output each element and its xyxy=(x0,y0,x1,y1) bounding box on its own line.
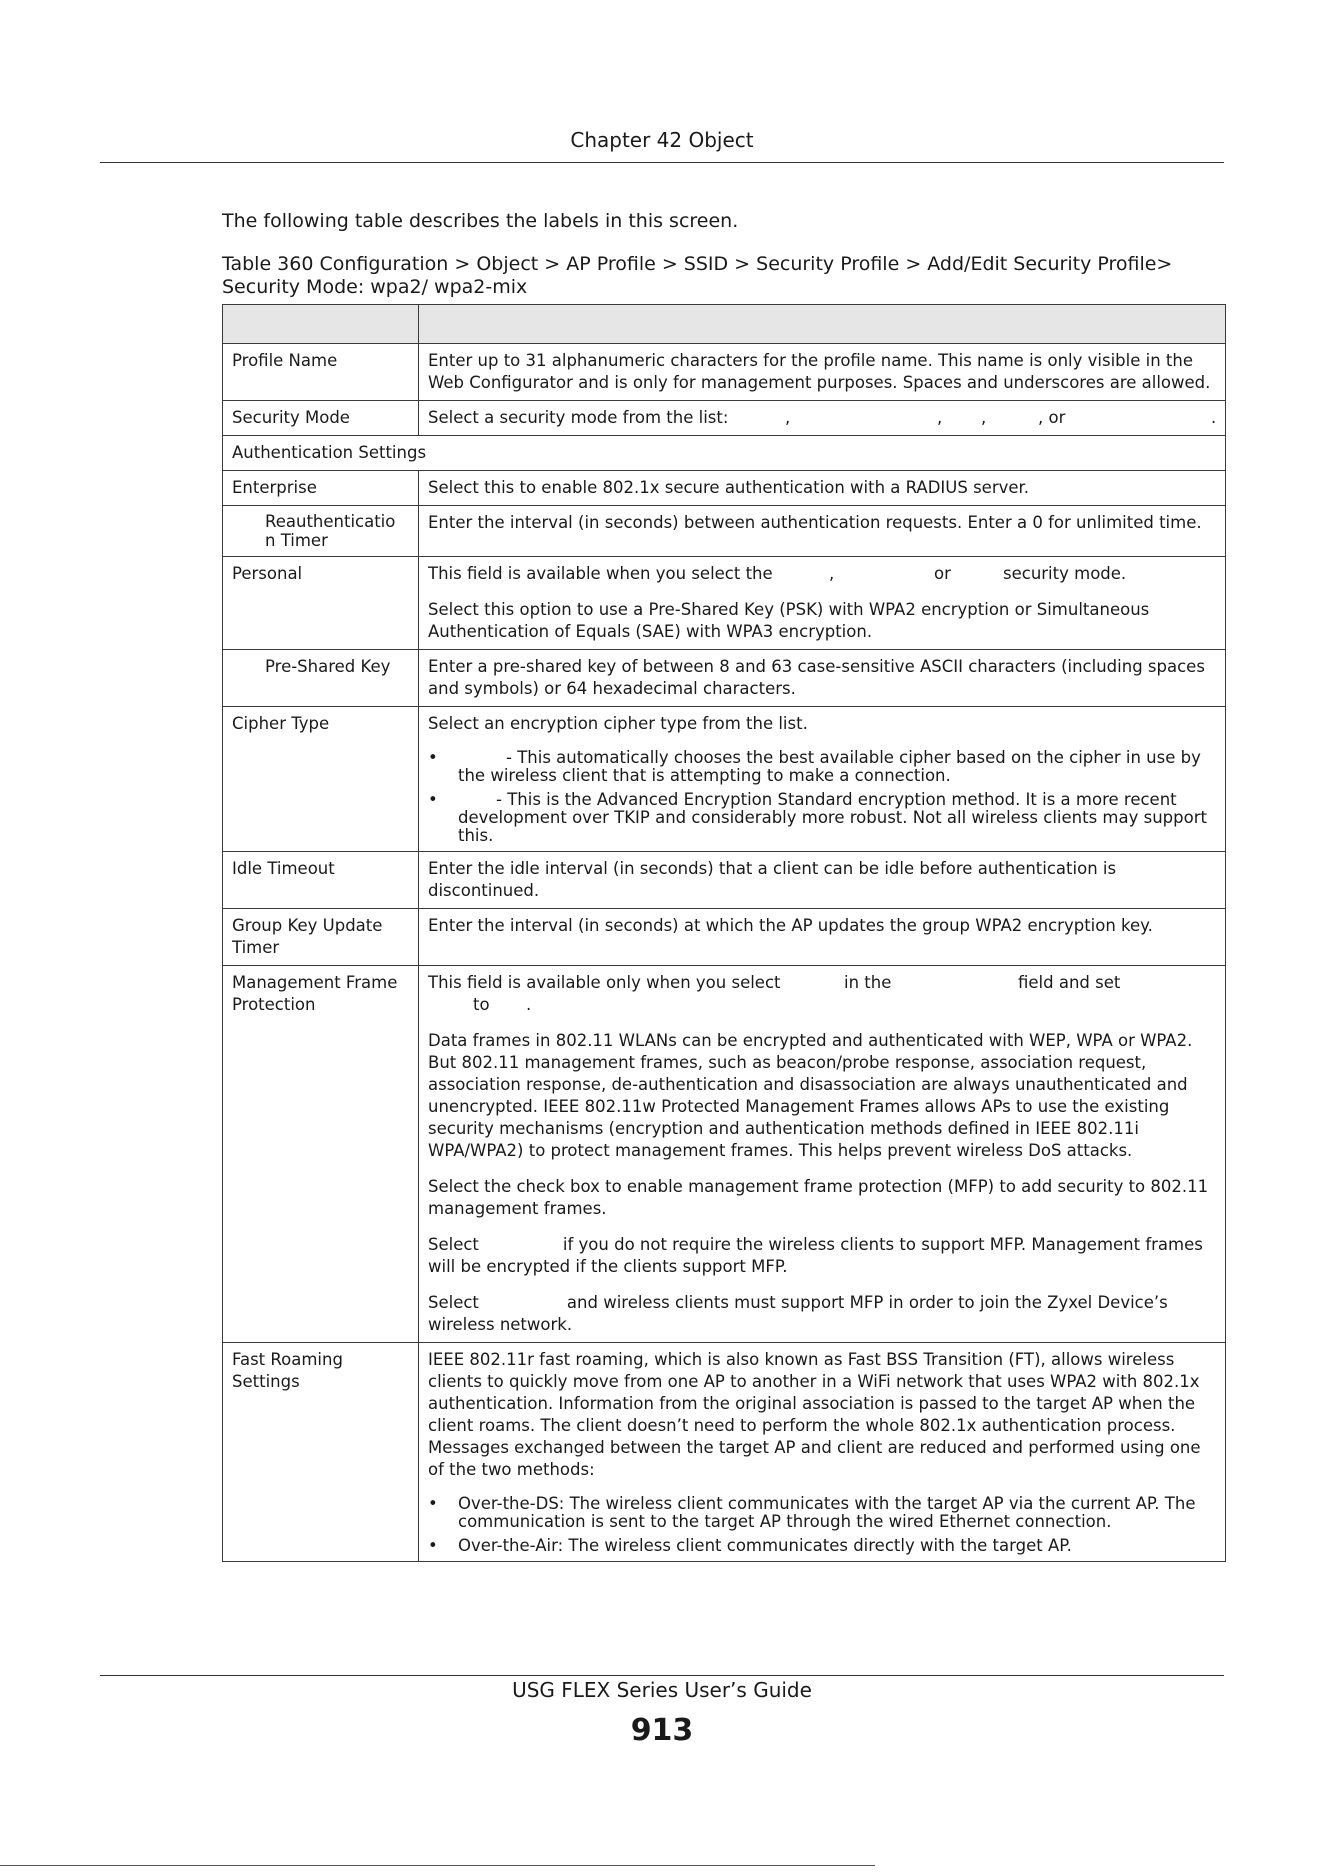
section-label: Authentication Settings xyxy=(223,436,1226,471)
table-row xyxy=(223,401,1226,436)
list-item xyxy=(428,1495,1216,1531)
row-description: Enter a pre-shared key of between 8 and 63 case-sensitive ASCII characters (including spaces and symbols) or 64 hexadecimal characters. xyxy=(419,650,1226,707)
header-cell-description xyxy=(419,305,1226,344)
separator: , xyxy=(937,408,943,427)
description-table xyxy=(222,304,1226,1562)
list-item xyxy=(428,749,1216,785)
row-description xyxy=(419,557,1226,650)
mfp-text-part: . xyxy=(526,995,532,1014)
header-cell-label xyxy=(223,305,419,344)
bullet-text: Over-the-Air: The wireless client communicates directly with the target AP. xyxy=(458,1536,1072,1555)
list-item xyxy=(428,1537,1216,1555)
fast-roaming-text: IEEE 802.11r fast roaming, which is also known as Fast BSS Transition (FT), allows wireless clients to quickly move from one AP to another in a WiFi network that uses WPA2 with 802.1x authentication. Information from the original association is passed to the target AP when the client roams. The client doesn’t need to perform the whole 802.1x authentication process. Messages exchanged between the target AP and client are reduced and performed using one of the two methods: xyxy=(428,1350,1201,1479)
row-label: Enterprise xyxy=(223,471,419,506)
table-row xyxy=(223,1343,1226,1562)
table-row xyxy=(223,707,1226,852)
cipher-intro-text: Select an encryption cipher type from the list. xyxy=(428,714,808,733)
row-label: Reauthenticatio n Timer xyxy=(223,506,419,557)
row-description: Enter the idle interval (in seconds) that a client can be idle before authentication is discontinued. xyxy=(419,852,1226,909)
chapter-header: Chapter 42 Object xyxy=(570,128,754,152)
suffix-text: security mode. xyxy=(1003,564,1127,583)
bottom-divider xyxy=(0,1865,875,1866)
bullet-icon: • xyxy=(428,748,438,767)
row-description: Enter up to 31 alphanumeric characters for the profile name. This name is only visible in the Web Configurator and is only for management purposes. Spaces and underscores are allowed. xyxy=(419,344,1226,401)
table-row xyxy=(223,852,1226,909)
row-label: Personal xyxy=(223,557,419,650)
mfp-text-part: field and set xyxy=(1018,973,1121,992)
row-label: Group Key Update Timer xyxy=(223,909,419,966)
mfp-select-prefix: Select xyxy=(428,1235,479,1254)
bullet-icon: • xyxy=(428,1494,438,1513)
table-row xyxy=(223,344,1226,401)
mfp-select-prefix: Select xyxy=(428,1293,479,1312)
row-description: Enter the interval (in seconds) at which the AP updates the group WPA2 encryption key. xyxy=(419,909,1226,966)
separator: , xyxy=(785,408,791,427)
security-mode-text: Select a security mode from the list: xyxy=(428,408,729,427)
bullet-icon: • xyxy=(428,790,438,809)
table-header-row xyxy=(223,305,1226,344)
separator: , xyxy=(981,408,987,427)
row-label: Management Frame Protection xyxy=(223,966,419,1343)
table-row xyxy=(223,909,1226,966)
bullet-text: - This automatically chooses the best available cipher based on the cipher in use by the wireless client that is attempting to make a connection. xyxy=(458,748,1201,785)
row-label: Profile Name xyxy=(223,344,419,401)
list-item xyxy=(428,791,1216,845)
table-row xyxy=(223,436,1226,471)
row-description xyxy=(419,707,1226,852)
mfp-text-part: to xyxy=(473,995,490,1014)
row-description xyxy=(419,401,1226,436)
row-label: Idle Timeout xyxy=(223,852,419,909)
separator: , xyxy=(829,564,835,583)
row-description xyxy=(419,966,1226,1343)
footer-divider xyxy=(100,1675,1224,1676)
row-label: Fast Roaming Settings xyxy=(223,1343,419,1562)
personal-availability-text: This field is available when you select the xyxy=(428,564,773,583)
separator: . xyxy=(1211,408,1217,427)
bullet-text: - This is the Advanced Encryption Standard encryption method. It is a more recent development over TKIP and considerably more robust. Not all wireless clients may support this. xyxy=(458,790,1207,845)
table-row xyxy=(223,557,1226,650)
mfp-text-part: in the xyxy=(844,973,892,992)
mfp-availability-text: This field is available only when you select xyxy=(428,973,781,992)
header-divider xyxy=(100,162,1224,163)
row-label: Security Mode xyxy=(223,401,419,436)
row-label: Pre-Shared Key xyxy=(223,650,419,707)
table-row xyxy=(223,506,1226,557)
bullet-text: Over-the-DS: The wireless client communicates with the target AP via the current AP. The communication is sent to the target AP through the wired Ethernet connection. xyxy=(458,1494,1196,1531)
page-number: 913 xyxy=(630,1713,694,1748)
table-row xyxy=(223,966,1226,1343)
guide-title: USG FLEX Series User’s Guide xyxy=(512,1678,812,1702)
separator: , or xyxy=(1038,408,1066,427)
mfp-required-text: and wireless clients must support MFP in order to join the Zyxel Device’s wireless network. xyxy=(428,1293,1168,1334)
intro-text: The following table describes the labels in this screen. xyxy=(222,210,739,232)
mfp-detail-text: Data frames in 802.11 WLANs can be encrypted and authenticated with WEP, WPA or WPA2. But 802.11 management frames, such as beacon/probe response, association request, association response, de-authentication and disassociation are always unauthenticated and unencrypted. IEEE 802.11w Protected Management Frames allows APs to use the existing security mechanisms (encryption and authentication methods defined in IEEE 802.11i WPA/WPA2) to protect management frames. This helps prevent wireless DoS attacks. xyxy=(428,1031,1193,1160)
mfp-checkbox-text: Select the check box to enable management frame protection (MFP) to add security to 802.11 management frames. xyxy=(428,1177,1209,1218)
table-caption: Table 360 Configuration > Object > AP Profile > SSID > Security Profile > Add/Edit Security Profile> Security Mode: wpa2/ wpa2-mix xyxy=(222,253,1173,298)
row-label: Cipher Type xyxy=(223,707,419,852)
row-description: Select this to enable 802.1x secure authentication with a RADIUS server. xyxy=(419,471,1226,506)
personal-detail-text: Select this option to use a Pre-Shared Key (PSK) with WPA2 encryption or Simultaneous Authentication of Equals (SAE) with WPA3 encryption. xyxy=(428,600,1150,641)
conjunction: or xyxy=(934,564,951,583)
mfp-optional-text: if you do not require the wireless clients to support MFP. Management frames will be encrypted if the clients support MFP. xyxy=(428,1235,1203,1276)
bullet-icon: • xyxy=(428,1536,438,1555)
row-description xyxy=(419,1343,1226,1562)
table-row xyxy=(223,650,1226,707)
row-description: Enter the interval (in seconds) between authentication requests. Enter a 0 for unlimited time. xyxy=(419,506,1226,557)
table-row xyxy=(223,471,1226,506)
